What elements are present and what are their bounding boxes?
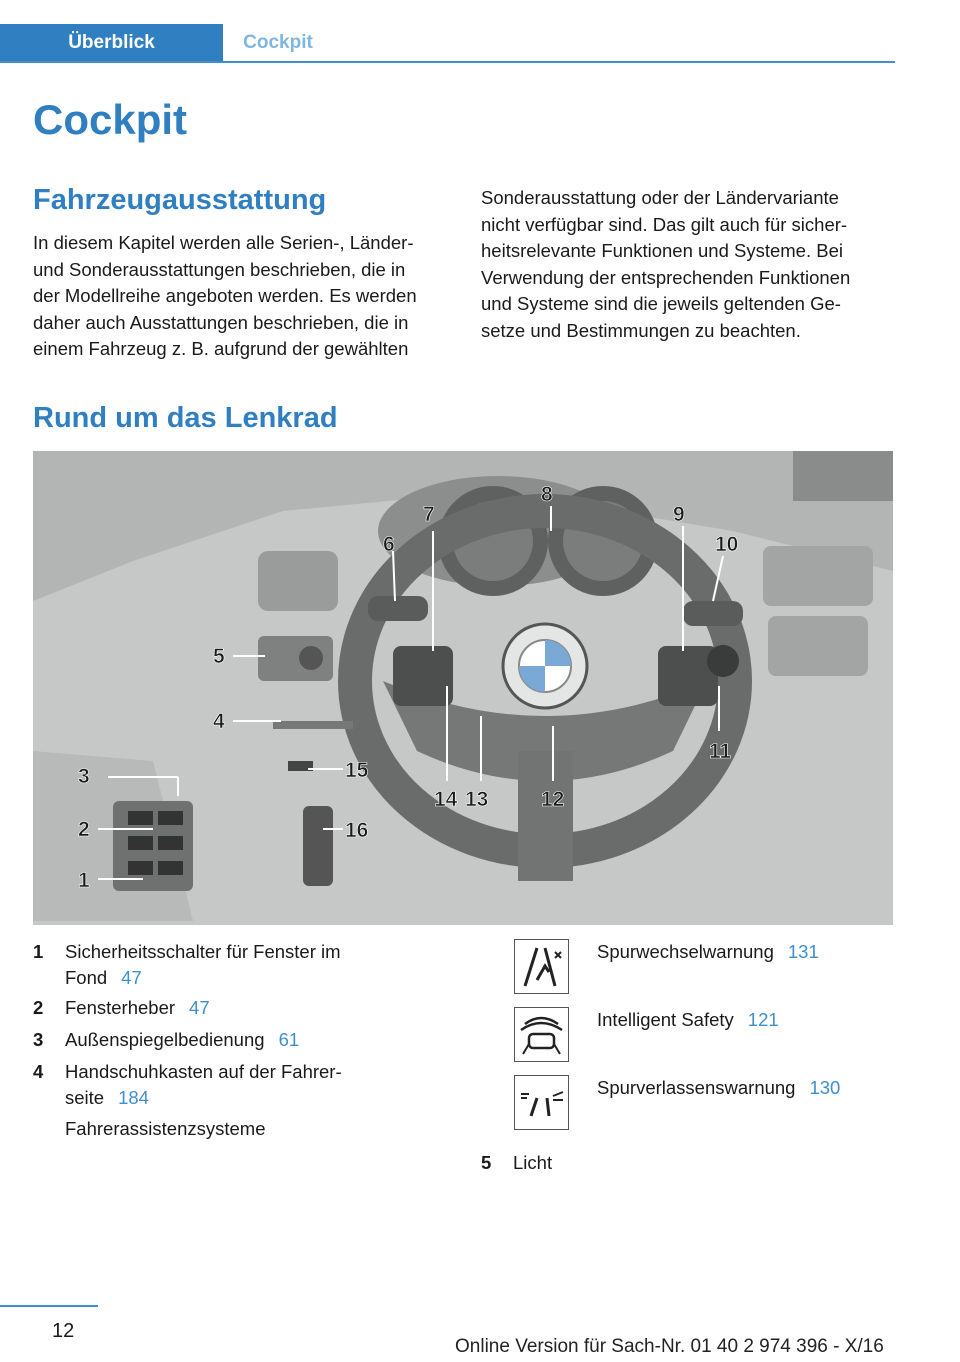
figure-label-8: 8 — [541, 483, 553, 506]
list-item: 2 Fensterheber 47 — [33, 997, 210, 1018]
cockpit-figure — [33, 451, 893, 925]
figure-label-11: 11 — [709, 740, 732, 763]
figure-label-12: 12 — [541, 788, 565, 811]
page-ref-link[interactable]: 130 — [809, 1077, 841, 1098]
figure-label-10: 10 — [715, 533, 739, 556]
page-ref-link[interactable]: 131 — [787, 941, 819, 962]
page-ref-link[interactable]: 184 — [118, 1087, 149, 1108]
list-item: 5 Licht — [481, 1152, 553, 1173]
intelligent-safety-icon — [514, 1007, 569, 1062]
tab-ueberblick[interactable]: Überblick — [0, 24, 223, 61]
figure-label-6: 6 — [383, 533, 395, 556]
list-item: Intelligent Safety 121 — [597, 1009, 779, 1030]
tab-cockpit[interactable]: Cockpit — [243, 32, 313, 53]
cockpit-illustration — [33, 451, 893, 925]
list-item: Spurverlassenswarnung 130 — [597, 1077, 841, 1098]
page-ref-link[interactable]: 47 — [189, 997, 210, 1018]
figure-label-5: 5 — [213, 645, 225, 668]
figure-label-13: 13 — [465, 788, 489, 811]
figure-label-15: 15 — [345, 759, 369, 782]
figure-label-16: 16 — [345, 819, 369, 842]
figure-label-14: 14 — [434, 788, 458, 811]
page-title: Cockpit — [33, 96, 188, 143]
lane-departure-warning-icon — [514, 1075, 569, 1130]
page-ref-link[interactable]: 61 — [278, 1029, 300, 1050]
header-tabs — [0, 24, 895, 63]
online-version-note: Online Version für Sach-Nr. 01 40 2 974 396 - X/16 — [455, 1336, 884, 1357]
page-number: 12 — [52, 1320, 75, 1342]
figure-label-4: 4 — [213, 710, 225, 733]
footer-divider — [0, 1305, 98, 1307]
figure-label-9: 9 — [673, 503, 685, 526]
figure-label-7: 7 — [423, 503, 435, 526]
list-item: 4 Handschuhkasten auf der Fahrer- seite 184 — [33, 1061, 342, 1108]
list-item: 3 Außenspiegelbedienung 61 — [33, 1029, 300, 1050]
section-heading-fahrzeugausstattung: Fahrzeugausstattung — [33, 184, 327, 216]
list-item: Spurwechselwarnung 131 — [597, 941, 819, 962]
list-item: 1 Sicherheitsschalter für Fenster im Fond 47 — [33, 941, 341, 988]
list-item-subheading: Fahrerassistenzsysteme — [65, 1118, 266, 1139]
page-ref-link[interactable]: 121 — [747, 1009, 779, 1030]
figure-label-2: 2 — [78, 818, 90, 841]
lane-change-warning-icon — [514, 939, 569, 994]
page-ref-link[interactable]: 47 — [121, 967, 142, 988]
figure-label-3: 3 — [78, 765, 90, 788]
section-heading-rund-um-das-lenkrad: Rund um das Lenkrad — [33, 402, 338, 434]
intro-text-right: Sonderausstattung oder der Ländervariante nicht verfügbar sind. Das gilt auch für sicher- heitsrelevante Funktionen und Systeme. Bei Verwendung der entsprechenden Funktionen und Systeme sind die jeweils geltenden Ge- setze und Bestimmungen zu beachten. — [481, 187, 851, 341]
figure-label-1: 1 — [78, 869, 90, 892]
intro-text-left: In diesem Kapitel werden alle Serien-, Länder- und Sonderausstattungen beschrieben, die in der Modellreihe angeboten werden. Es werden daher auch Ausstattungen beschrieben, die in einem Fahrzeug z. B. aufgrund der gewählten — [33, 232, 417, 359]
